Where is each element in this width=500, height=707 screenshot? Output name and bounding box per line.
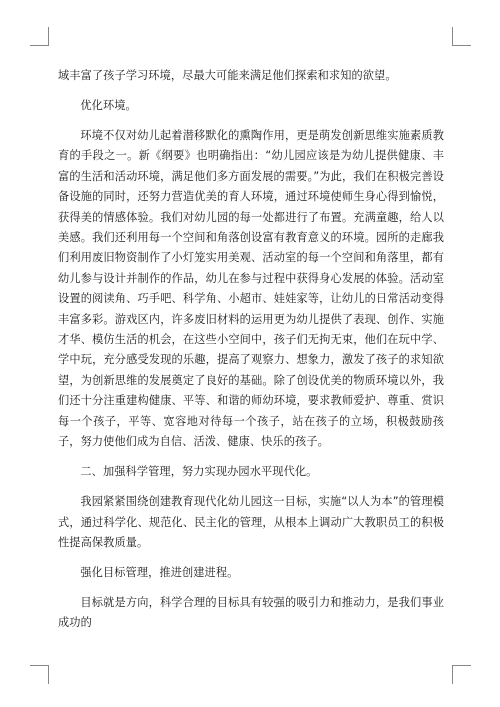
paragraph-continuation: 域丰富了孩子学习环境，尽最大可能来满足他们探索和求知的欲望。 bbox=[58, 69, 397, 82]
paragraph-management: 我园紧紧围绕创建教育现代化幼儿园这一目标，实施“以人为本”的管理模式，通过科学化、规范化、民主化的管理，从根本上调动广大教职员工的积极性提高保教质量。 bbox=[58, 495, 444, 549]
section-heading-optimize-environment: 优化环境。 bbox=[80, 99, 137, 112]
crop-mark-bottom-right bbox=[452, 665, 471, 684]
paragraph-target: 目标就是方向，科学合理的目标具有较强的吸引力和推动力，是我们事业成功的 bbox=[58, 595, 444, 630]
crop-mark-top-right bbox=[452, 27, 471, 46]
document-body bbox=[58, 66, 444, 643]
section-heading-scientific-management: 二、加强科学管理，努力实现办园水平现代化。 bbox=[80, 465, 318, 479]
paragraph-environment: 环境不仅对幼儿起着潜移默化的熏陶作用，更是萌发创新思维实施素质教育的手段之一。新《纲要》也明确指出：“幼儿园应该是为幼儿提供健康、丰富的生活和活动环境，满足他们多方面发展的需要。”为此，我们在积极完善设备设施的同时，还努力营造优美的育人环境，通过环境使师生身心得到愉悦，获得美的情感体验。我们对幼儿园的每一处都进行了布置。充满童趣，给人以美感。我们还利用每一个空间和角落创设富有教育意义的环境。园所的走廊我们利用废旧物资制作了小灯笼实用美观、活动室的每一个空间和角落里，都有幼儿参与设计并制作的作品，幼儿在参与过程中获得身心发展的体验。活动室设置的阅读角、巧手吧、科学角、小超市、娃娃家等，让幼儿的日常活动变得丰富多彩。游戏区内，许多废旧材料的运用更为幼儿提供了表现、创作、实施才华、模仿生活的机会，在这些小空间中，孩子们无拘无束，他们在玩中学、学中玩，充分感受发现的乐趣，提高了观察力、想象力，激发了孩子的求知欲望，为创新思维的发展奠定了良好的基础。除了创设优美的物质环境以外，我们还十分注重建构健康、平等、和谐的师幼环境，要求教师爱护、尊重、赏识每一个孩子，平等、宽容地对待每一个孩子，站在孩子的立场，积极鼓励孩子，努力使他们成为自信、活泼、健康、快乐的孩子。 bbox=[58, 129, 444, 449]
crop-mark-top-left bbox=[30, 27, 49, 46]
section-heading-target-management: 强化目标管理，推进创建进程。 bbox=[80, 565, 239, 579]
crop-mark-bottom-left bbox=[30, 665, 49, 684]
